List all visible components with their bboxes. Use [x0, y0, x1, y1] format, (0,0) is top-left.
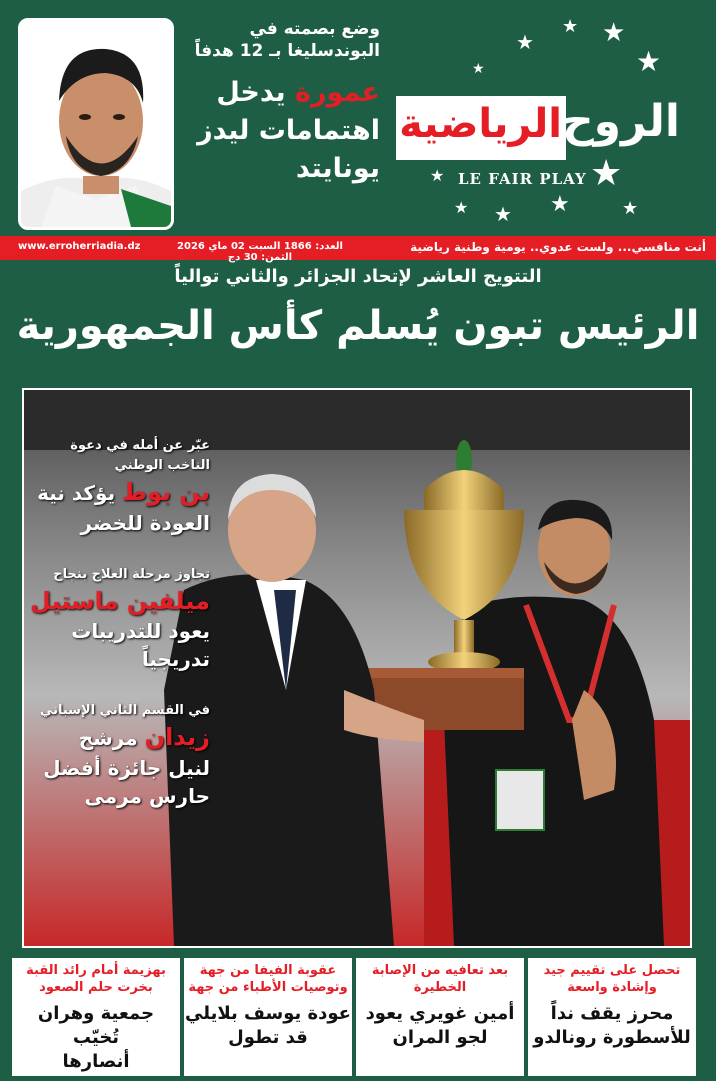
star-icon: ★ — [516, 30, 534, 54]
bottom-story-title: قد تطول — [228, 1027, 308, 1048]
side-story-kicker: في القسم الثاني الإسباني — [39, 703, 210, 718]
player-portrait — [18, 18, 174, 230]
info-strip — [0, 236, 716, 263]
bottom-story-kicker: عقوبة الفيفا من جهة — [199, 963, 337, 978]
star-icon: ★ — [636, 45, 662, 78]
side-story-line: العودة للخضر — [80, 511, 210, 535]
side-headline-kicker-1: وضع بصمته في — [249, 19, 380, 39]
side-headline-name: عمورة — [295, 77, 380, 108]
bottom-story-kicker: تحصل على تقييم جيد — [543, 963, 681, 978]
bottom-story-title: أمين غويري يعود — [365, 1003, 515, 1024]
issue-info: العدد: 1866 السبت 02 ماي 2026 الثمن: 30 دج — [177, 241, 343, 263]
side-story-kicker: تجاوز مرحلة العلاج بنجاح — [53, 567, 210, 582]
side-story-title — [30, 476, 210, 509]
side-stories — [30, 436, 210, 838]
star-icon: ★ — [622, 198, 639, 219]
bottom-story-title: لجو المران — [392, 1027, 488, 1048]
bottom-story-kicker: الخطيرة — [413, 980, 467, 995]
masthead — [0, 0, 716, 236]
bottom-story — [356, 958, 524, 1076]
logo-word-rouh: الروح — [561, 96, 680, 147]
side-story-name: زيدان — [144, 723, 210, 751]
side-story-kicker: عبّر عن أمله في دعوة — [70, 438, 210, 453]
bottom-story-kicker: وإشادة واسعة — [567, 980, 657, 995]
bottom-story-kicker: بخرت حلم الصعود — [39, 980, 153, 995]
main-headline: الرئيس تبون يُسلم كأس الجمهورية — [16, 303, 700, 349]
side-story — [30, 701, 210, 810]
star-icon: ★ — [494, 202, 512, 226]
side-story-line: تدريجياً — [141, 647, 210, 671]
side-headline-kicker-2: البوندسليغا بـ 12 هدفاً — [194, 41, 380, 61]
bottom-story-title: للأسطورة رونالدو — [533, 1027, 691, 1048]
bottom-story — [184, 958, 352, 1076]
bottom-story-title: جمعية وهران تُخيّب — [37, 1003, 155, 1048]
bottom-stories — [0, 952, 716, 1081]
newspaper-logo — [390, 18, 710, 233]
side-story-line: يعود للتدريبات — [71, 619, 210, 643]
side-headline — [180, 18, 380, 188]
logo-word-riyadiya: الرياضية — [399, 101, 562, 147]
bottom-story-kicker: وتوصيات الأطباء من جهة — [188, 980, 348, 995]
bottom-story — [528, 958, 696, 1076]
star-icon: ★ — [602, 18, 626, 48]
star-icon: ★ — [454, 198, 469, 217]
bottom-story-title: محرز يقف نداً — [550, 1003, 674, 1024]
side-story-line: لنيل جائزة أفضل — [43, 756, 210, 780]
star-icon: ★ — [472, 61, 485, 77]
slogan: أنت منافسي... ولست عدوي.. يومية وطنية رياضية — [410, 240, 706, 254]
side-headline-title-rest: يدخل — [216, 77, 296, 108]
side-story-name: ميلفين ماستيل — [30, 587, 210, 615]
bottom-story-kicker: بهزيمة أمام رائد القبة — [26, 963, 166, 978]
side-story-name: بن بوط — [122, 478, 210, 506]
side-story — [30, 565, 210, 673]
side-story-title — [30, 721, 210, 754]
side-story — [30, 436, 210, 537]
side-headline-title — [180, 74, 380, 112]
side-story-kicker: الناخب الوطني — [114, 458, 210, 473]
main-kicker: التتويج العاشر لإتحاد الجزائر والثاني توالياً — [174, 266, 542, 287]
side-story-title-rest: يؤكد نية — [37, 481, 123, 505]
bottom-story-title: عودة يوسف بلايلي — [185, 1003, 351, 1024]
side-headline-title-line-2: اهتمامات ليدز — [197, 115, 380, 146]
side-headline-title-line-3: يونايتد — [295, 153, 380, 184]
logo-tagline: LE FAIR PLAY — [458, 170, 587, 188]
bottom-story-kicker: بعد تعافيه من الإصابة — [371, 963, 509, 978]
side-story-title-rest: مرشح — [78, 726, 145, 750]
bottom-story-title: أنصارها — [62, 1051, 130, 1072]
side-story-line: حارس مرمى — [84, 784, 210, 808]
bottom-story — [12, 958, 180, 1076]
star-icon: ★ — [430, 166, 445, 185]
star-icon: ★ — [550, 192, 570, 217]
star-icon: ★ — [590, 153, 623, 194]
star-icon: ★ — [562, 16, 579, 37]
website-link[interactable]: www.erroherriadia.dz — [18, 241, 141, 252]
